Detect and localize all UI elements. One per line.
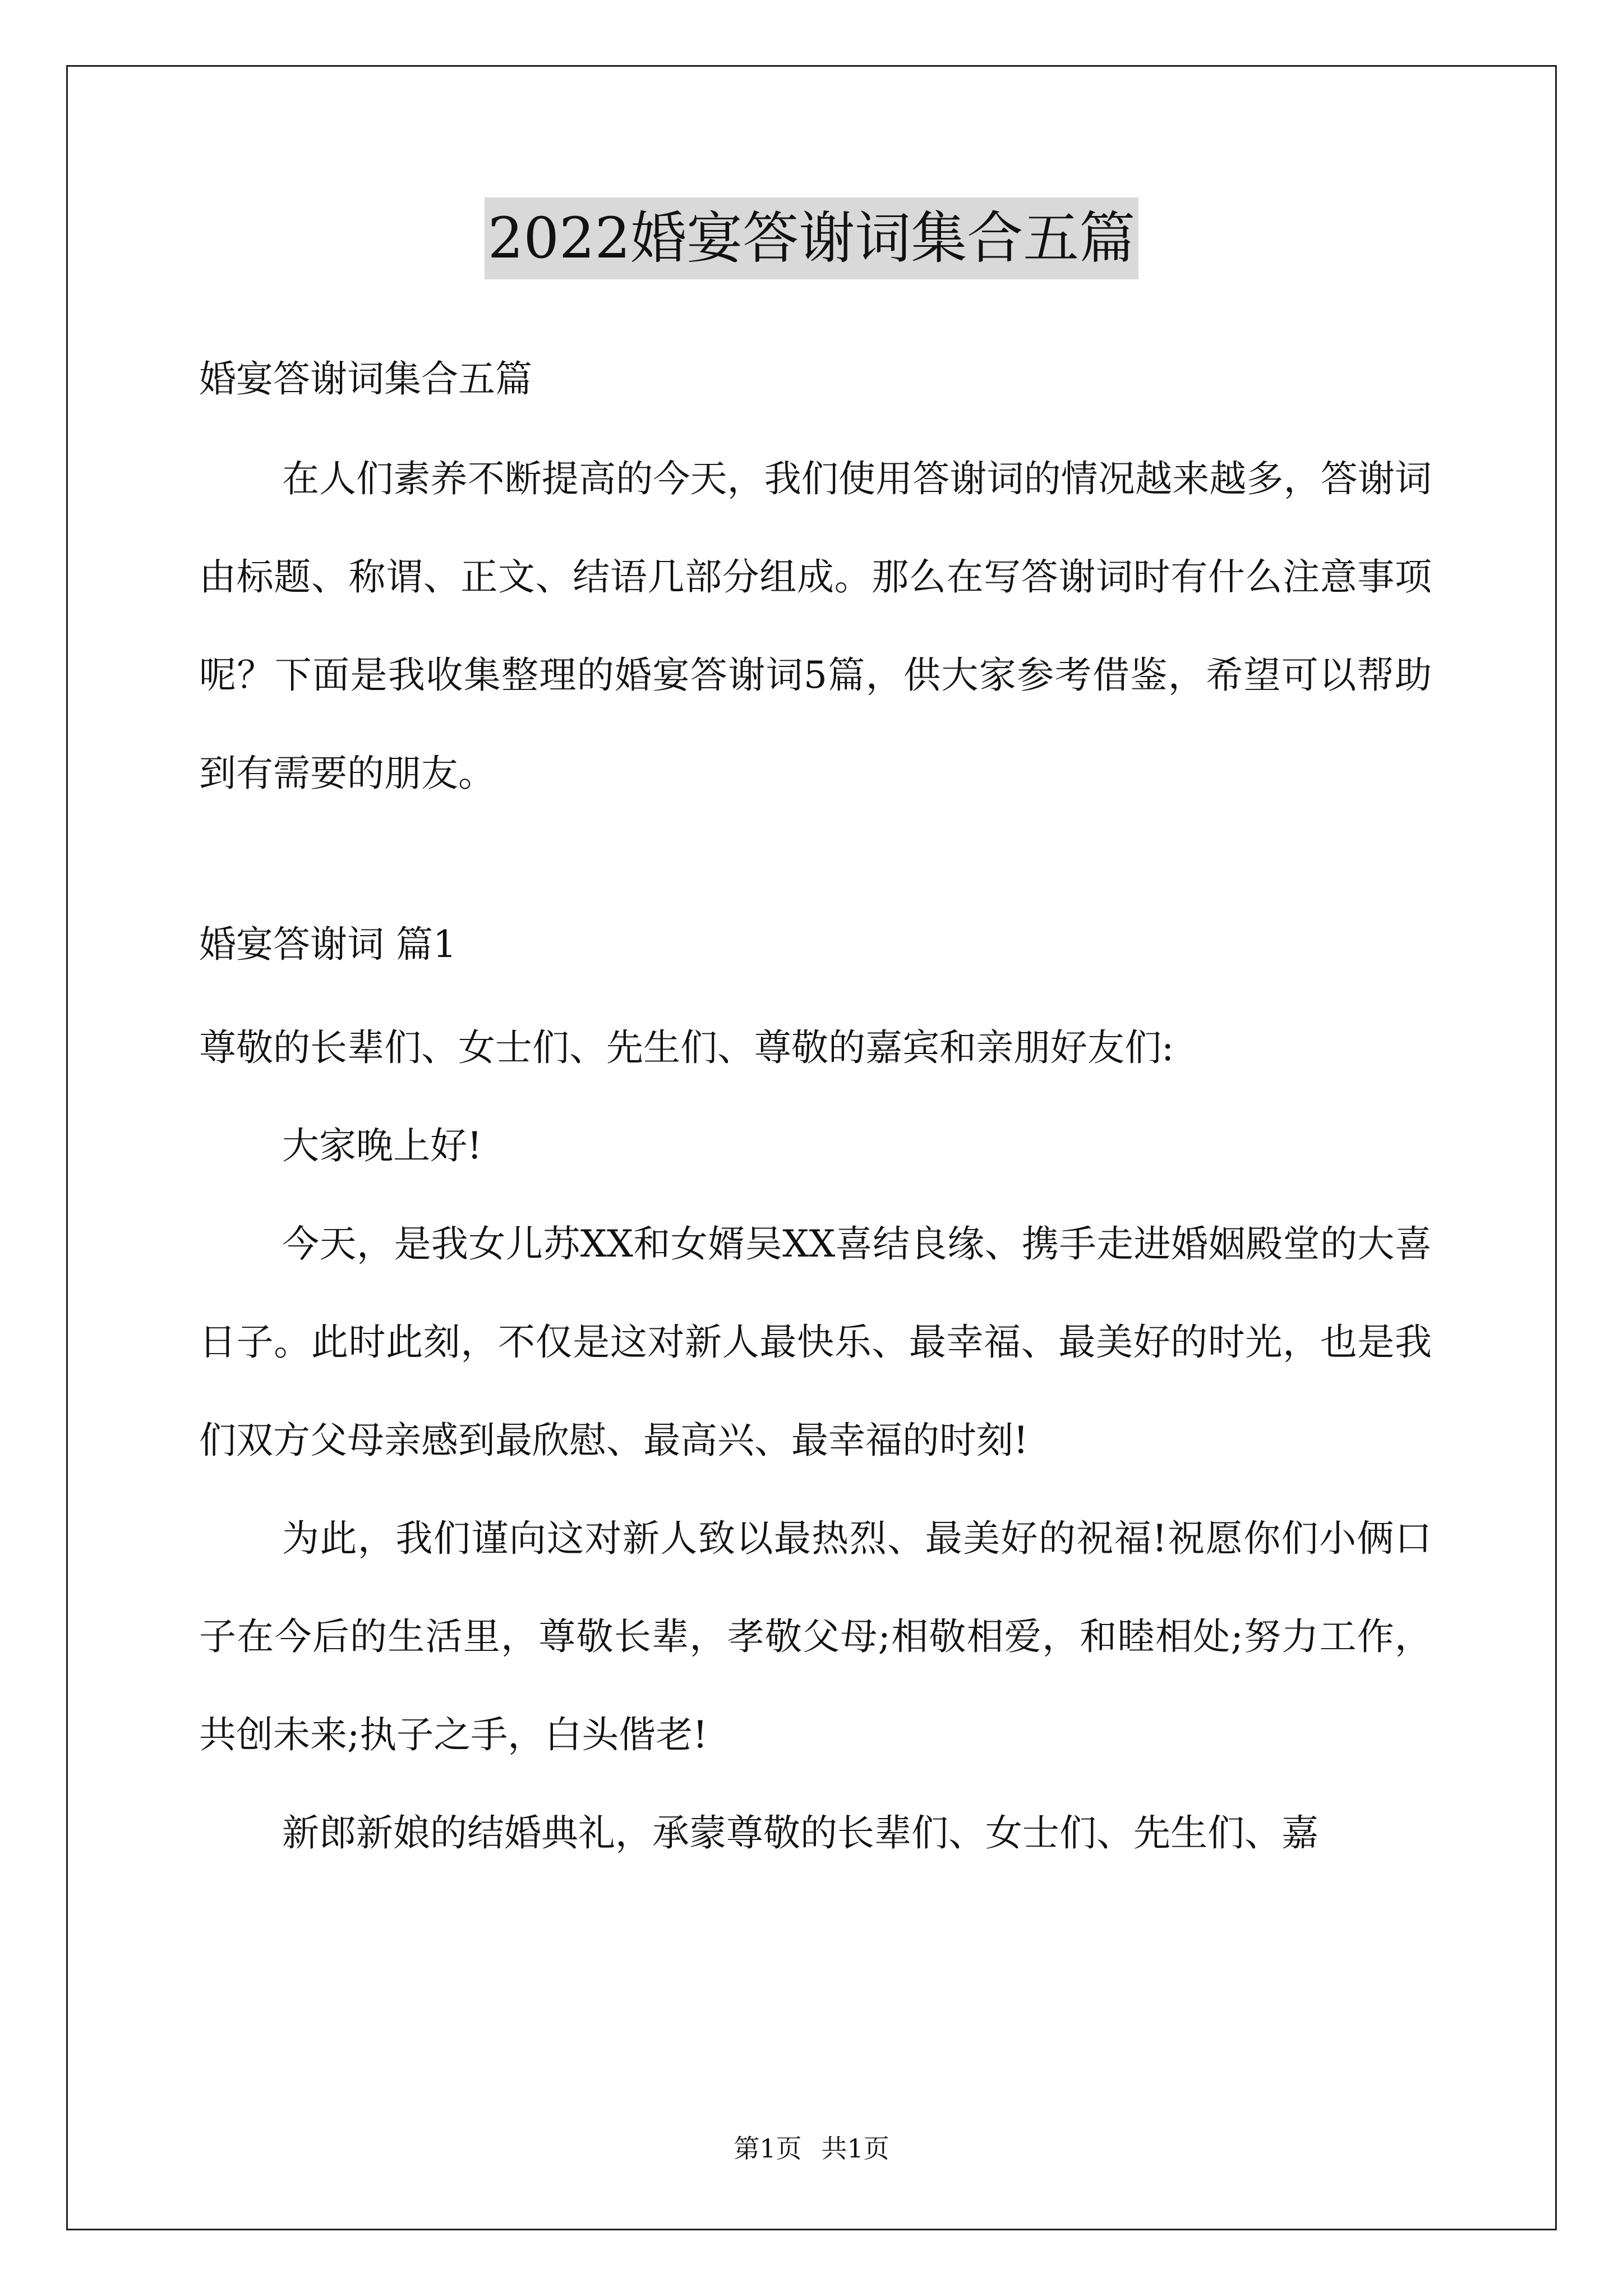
body-paragraph: 今天，是我女儿苏XX和女婿吴XX喜结良缘、携手走进婚姻殿堂的大喜日子。此时此刻，不仅是这对新人最快乐、最幸福、最美好的时光，也是我们双方父母亲感到最欣慰、最高兴、最幸福的时刻! <box>199 1222 1432 1462</box>
page-total: 共1页 <box>821 2133 889 2164</box>
title-container <box>0 197 1623 279</box>
page-number: 第1页 <box>734 2133 802 2164</box>
salutation: 尊敬的长辈们、女士们、先生们、尊敬的嘉宾和亲朋好友们: <box>199 1026 1174 1069</box>
document-body <box>199 314 1432 1882</box>
page-footer <box>0 2132 1623 2165</box>
body-paragraph: 为此，我们谨向这对新人致以最热烈、最美好的祝福!祝愿你们小俩口子在今后的生活里，尊敬长辈，孝敬父母;相敬相爱，和睦相处;努力工作，共创未来;执子之手，白头偕老! <box>199 1517 1432 1756</box>
document-subtitle: 婚宴答谢词集合五篇 <box>199 357 532 401</box>
section-heading: 婚宴答谢词 篇1 <box>199 923 457 966</box>
body-paragraph: 大家晚上好! <box>282 1124 482 1167</box>
intro-paragraph: 在人们素养不断提高的今天，我们使用答谢词的情况越来越多，答谢词由标题、称谓、正文、结语几部分组成。那么在写答谢词时有什么注意事项呢？下面是我收集整理的婚宴答谢词5篇，供大家参考借鉴，希望可以帮助到有需要的朋友。 <box>199 457 1432 795</box>
body-paragraph: 新郎新娘的结婚典礼，承蒙尊敬的长辈们、女士们、先生们、嘉 <box>282 1811 1318 1855</box>
document-title: 2022婚宴答谢词集合五篇 <box>485 197 1139 279</box>
